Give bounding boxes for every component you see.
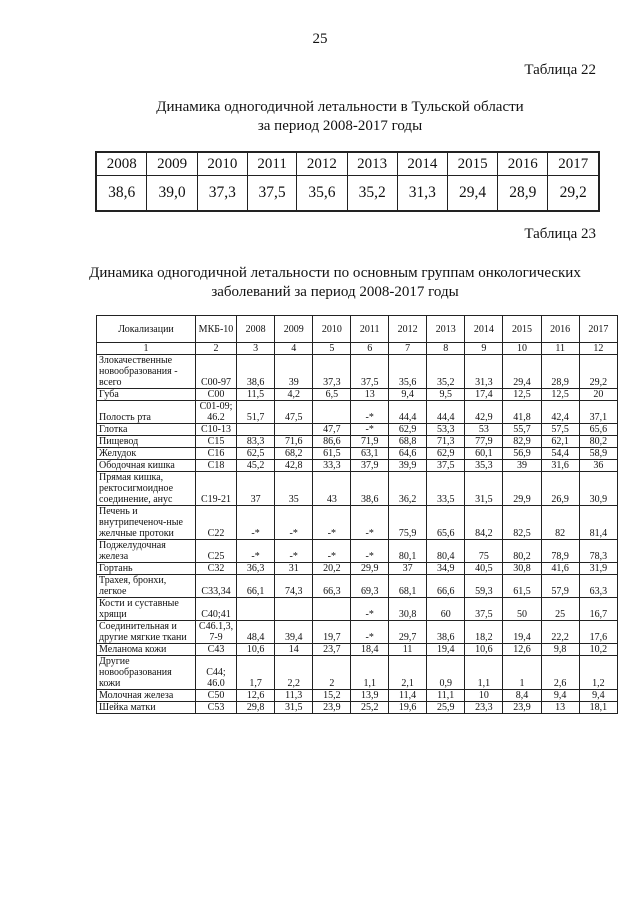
row-value-cell: 29,9 [351, 563, 389, 575]
row-value-cell: 42,4 [541, 401, 579, 424]
row-value-cell: 37,1 [579, 401, 617, 424]
row-value-cell: 15,2 [313, 690, 351, 702]
row-localization: Злокачественные новообразования - всего [97, 355, 196, 389]
row-value-cell: 39 [503, 460, 541, 472]
row-localization: Молочная железа [97, 690, 196, 702]
row-value-cell: 11,1 [427, 690, 465, 702]
table23-index-cell: 8 [427, 343, 465, 355]
row-value-cell: 66,3 [313, 575, 351, 598]
table23-index-cell: 11 [541, 343, 579, 355]
row-localization: Другие новообразования кожи [97, 656, 196, 690]
row-value-cell: 60 [427, 598, 465, 621]
row-icd-code: C43 [196, 644, 237, 656]
row-value-cell: 57,5 [541, 424, 579, 436]
row-value-cell: 50 [503, 598, 541, 621]
row-icd-code: C44; 46.0 [196, 656, 237, 690]
row-value-cell: 33,5 [427, 472, 465, 506]
row-value-cell: 9,8 [541, 644, 579, 656]
row-value-cell: 17,6 [579, 621, 617, 644]
table22-caption: Таблица 22 [524, 62, 596, 78]
table23-index-cell: 12 [579, 343, 617, 355]
table-row [97, 448, 618, 460]
row-value-cell: 16,7 [579, 598, 617, 621]
row-value-cell [275, 424, 313, 436]
row-value-cell: 47,5 [275, 401, 313, 424]
row-value-cell: 1,1 [465, 656, 503, 690]
row-value-cell: 80,1 [389, 540, 427, 563]
table-row [97, 472, 618, 506]
row-value-cell: 22,2 [541, 621, 579, 644]
row-value-cell: 6,5 [313, 389, 351, 401]
row-value-cell: 82,5 [503, 506, 541, 540]
row-value-cell: 71,6 [275, 436, 313, 448]
row-value-cell: -* [351, 540, 389, 563]
row-value-cell: 8,4 [503, 690, 541, 702]
table23-header-cell: Локализации [97, 316, 196, 343]
table22-year-cell: 2009 [147, 152, 197, 176]
row-value-cell: -* [237, 540, 275, 563]
table23-index-row [97, 343, 618, 355]
table22-title-line1: Динамика одногодичной летальности в Тульской области [156, 99, 524, 115]
row-value-cell: 10,6 [465, 644, 503, 656]
row-value-cell: 75 [465, 540, 503, 563]
row-value-cell: 31,5 [275, 702, 313, 714]
row-value-cell: 65,6 [427, 506, 465, 540]
table23-header-cell: 2012 [389, 316, 427, 343]
table22-year-cell: 2012 [297, 152, 347, 176]
row-value-cell: 19,7 [313, 621, 351, 644]
row-localization: Полость рта [97, 401, 196, 424]
row-value-cell: 1,1 [351, 656, 389, 690]
table23-header-cell: 2011 [351, 316, 389, 343]
row-value-cell: 37,9 [351, 460, 389, 472]
row-value-cell: 86,6 [313, 436, 351, 448]
row-value-cell: 63,3 [579, 575, 617, 598]
table22-value-cell: 39,0 [147, 176, 197, 212]
table-row [97, 644, 618, 656]
row-icd-code: C33,34 [196, 575, 237, 598]
row-value-cell: 1 [503, 656, 541, 690]
row-value-cell: 64,6 [389, 448, 427, 460]
row-localization: Соединительная и другие мягкие ткани [97, 621, 196, 644]
row-value-cell [275, 598, 313, 621]
row-value-cell: 37,3 [313, 355, 351, 389]
table23-header-cell: 2017 [579, 316, 617, 343]
row-icd-code: C53 [196, 702, 237, 714]
row-value-cell: 4,2 [275, 389, 313, 401]
table22-value-cell: 28,9 [498, 176, 548, 212]
row-value-cell: 37 [389, 563, 427, 575]
row-value-cell: 14 [275, 644, 313, 656]
table23-index-cell: 5 [313, 343, 351, 355]
table23-index-cell: 1 [97, 343, 196, 355]
table22-year-cell: 2016 [498, 152, 548, 176]
row-localization: Губа [97, 389, 196, 401]
row-value-cell: 26,9 [541, 472, 579, 506]
row-value-cell: 2,1 [389, 656, 427, 690]
table22-value-cell: 37,3 [197, 176, 247, 212]
row-value-cell: 69,3 [351, 575, 389, 598]
row-value-cell: 39,9 [389, 460, 427, 472]
row-icd-code: C01-09; 46.2 [196, 401, 237, 424]
table22-year-cell: 2015 [447, 152, 497, 176]
row-value-cell: 25 [541, 598, 579, 621]
row-value-cell [237, 424, 275, 436]
row-value-cell: 12,5 [503, 389, 541, 401]
row-value-cell: 31,3 [465, 355, 503, 389]
row-value-cell: 62,9 [389, 424, 427, 436]
row-value-cell: 54,4 [541, 448, 579, 460]
row-value-cell: 19,4 [427, 644, 465, 656]
row-icd-code: C16 [196, 448, 237, 460]
table23-index-cell: 7 [389, 343, 427, 355]
table22-year-cell: 2010 [197, 152, 247, 176]
table22-year-cell: 2013 [347, 152, 397, 176]
row-value-cell: 44,4 [427, 401, 465, 424]
table23-header-cell: МКБ-10 [196, 316, 237, 343]
row-value-cell: 55,7 [503, 424, 541, 436]
row-value-cell: 37 [237, 472, 275, 506]
row-value-cell: 11,5 [237, 389, 275, 401]
row-value-cell: 10 [465, 690, 503, 702]
table-row [97, 690, 618, 702]
table22-value-cell: 35,2 [347, 176, 397, 212]
row-value-cell: 51,7 [237, 401, 275, 424]
table22-value-cell: 29,4 [447, 176, 497, 212]
row-value-cell: 53 [465, 424, 503, 436]
row-value-cell: -* [351, 621, 389, 644]
row-icd-code: C50 [196, 690, 237, 702]
row-localization: Желудок [97, 448, 196, 460]
table-row [97, 563, 618, 575]
row-value-cell: 10,2 [579, 644, 617, 656]
row-value-cell: 35,2 [427, 355, 465, 389]
row-value-cell: -* [351, 424, 389, 436]
row-value-cell: 30,8 [389, 598, 427, 621]
row-value-cell: 66,1 [237, 575, 275, 598]
row-value-cell: 18,2 [465, 621, 503, 644]
row-value-cell: 80,2 [503, 540, 541, 563]
table22-year-row [96, 152, 599, 176]
row-value-cell: 35 [275, 472, 313, 506]
table23-header-cell: 2009 [275, 316, 313, 343]
row-value-cell: 37,5 [351, 355, 389, 389]
row-value-cell: 38,6 [351, 472, 389, 506]
row-value-cell: 9,4 [541, 690, 579, 702]
table22-value-cell: 31,3 [397, 176, 447, 212]
table22-title-line2: за период 2008-2017 годы [257, 118, 423, 134]
row-value-cell: 33,3 [313, 460, 351, 472]
row-value-cell: 36,2 [389, 472, 427, 506]
table23-index-cell: 4 [275, 343, 313, 355]
row-localization: Меланома кожи [97, 644, 196, 656]
row-value-cell: 60,1 [465, 448, 503, 460]
row-icd-code: C15 [196, 436, 237, 448]
row-value-cell: 59,3 [465, 575, 503, 598]
row-value-cell: 77,9 [465, 436, 503, 448]
row-value-cell: 30,8 [503, 563, 541, 575]
row-value-cell: -* [275, 506, 313, 540]
table23-caption: Таблица 23 [524, 226, 596, 242]
row-value-cell: 17,4 [465, 389, 503, 401]
row-value-cell: 2,6 [541, 656, 579, 690]
table-row [97, 436, 618, 448]
row-value-cell: 57,9 [541, 575, 579, 598]
table22-value-cell: 38,6 [96, 176, 147, 212]
table-row [97, 575, 618, 598]
table22-title [60, 98, 620, 136]
row-value-cell: -* [313, 506, 351, 540]
table23 [96, 315, 618, 714]
table-row [97, 506, 618, 540]
row-value-cell: 43 [313, 472, 351, 506]
row-value-cell: 12,6 [503, 644, 541, 656]
page-number: 25 [312, 31, 328, 47]
table23-body [97, 316, 618, 714]
row-value-cell: 19,4 [503, 621, 541, 644]
row-value-cell: -* [351, 506, 389, 540]
row-value-cell: 12,6 [237, 690, 275, 702]
row-value-cell: 18,1 [579, 702, 617, 714]
table23-index-cell: 9 [465, 343, 503, 355]
row-value-cell: 80,4 [427, 540, 465, 563]
row-value-cell: 13,9 [351, 690, 389, 702]
row-value-cell: 23,9 [503, 702, 541, 714]
table23-header-cell: 2015 [503, 316, 541, 343]
row-value-cell: -* [351, 401, 389, 424]
table23-header-cell: 2008 [237, 316, 275, 343]
row-value-cell [237, 598, 275, 621]
table-row [97, 621, 618, 644]
row-icd-code: C10-13 [196, 424, 237, 436]
row-value-cell: 31,6 [541, 460, 579, 472]
table22-value-cell: 29,2 [548, 176, 599, 212]
row-icd-code: C46.1,3, 7-9 [196, 621, 237, 644]
table22-value-row [96, 176, 599, 212]
row-value-cell: 56,9 [503, 448, 541, 460]
row-value-cell: 29,8 [237, 702, 275, 714]
row-localization: Кости и суставные хрящи [97, 598, 196, 621]
row-value-cell: 84,2 [465, 506, 503, 540]
row-value-cell: 0,9 [427, 656, 465, 690]
row-value-cell: 44,4 [389, 401, 427, 424]
row-value-cell: 61,5 [313, 448, 351, 460]
table23-title-line1: Динамика одногодичной летальности по основным группам онкологических [89, 265, 581, 281]
row-localization: Гортань [97, 563, 196, 575]
table23-title-line2: заболеваний за период 2008-2017 годы [211, 284, 459, 300]
row-value-cell: 75,9 [389, 506, 427, 540]
row-value-cell: 39 [275, 355, 313, 389]
row-value-cell: -* [351, 598, 389, 621]
row-icd-code: C32 [196, 563, 237, 575]
table22-year-cell: 2011 [247, 152, 296, 176]
row-value-cell: 41,6 [541, 563, 579, 575]
row-value-cell: 82,9 [503, 436, 541, 448]
row-value-cell: 36,3 [237, 563, 275, 575]
row-value-cell: 39,4 [275, 621, 313, 644]
row-value-cell: 28,9 [541, 355, 579, 389]
row-value-cell: 9,5 [427, 389, 465, 401]
row-localization: Пищевод [97, 436, 196, 448]
row-value-cell: 63,1 [351, 448, 389, 460]
row-value-cell: 42,9 [465, 401, 503, 424]
row-value-cell: 58,9 [579, 448, 617, 460]
row-value-cell: 23,7 [313, 644, 351, 656]
row-value-cell: 18,4 [351, 644, 389, 656]
row-value-cell: 66,6 [427, 575, 465, 598]
row-value-cell: 37,5 [465, 598, 503, 621]
table22-year-cell: 2008 [96, 152, 147, 176]
row-value-cell: 19,6 [389, 702, 427, 714]
row-value-cell: 23,9 [313, 702, 351, 714]
table-row [97, 540, 618, 563]
row-value-cell: 11,4 [389, 690, 427, 702]
row-value-cell: 48,4 [237, 621, 275, 644]
row-icd-code: C19-21 [196, 472, 237, 506]
row-value-cell: 65,6 [579, 424, 617, 436]
row-value-cell: 35,6 [389, 355, 427, 389]
row-value-cell: 11 [389, 644, 427, 656]
row-value-cell: 81,4 [579, 506, 617, 540]
row-value-cell: 34,9 [427, 563, 465, 575]
row-value-cell: 80,2 [579, 436, 617, 448]
row-value-cell: 25,9 [427, 702, 465, 714]
table22-value-cell: 35,6 [297, 176, 347, 212]
row-value-cell: 71,3 [427, 436, 465, 448]
row-value-cell: 62,9 [427, 448, 465, 460]
row-value-cell: 1,7 [237, 656, 275, 690]
table23-title [50, 264, 620, 302]
row-value-cell: 40,5 [465, 563, 503, 575]
row-localization: Ободочная кишка [97, 460, 196, 472]
row-value-cell: 68,8 [389, 436, 427, 448]
table23-index-cell: 3 [237, 343, 275, 355]
row-value-cell: 37,5 [427, 460, 465, 472]
row-value-cell: 45,2 [237, 460, 275, 472]
table-row [97, 702, 618, 714]
row-icd-code: C00 [196, 389, 237, 401]
row-value-cell: 68,1 [389, 575, 427, 598]
row-value-cell: 31 [275, 563, 313, 575]
row-value-cell: 9,4 [579, 690, 617, 702]
table-row [97, 460, 618, 472]
row-value-cell: 83,3 [237, 436, 275, 448]
table22-year-cell: 2017 [548, 152, 599, 176]
row-value-cell: 1,2 [579, 656, 617, 690]
row-value-cell: 25,2 [351, 702, 389, 714]
row-value-cell: 38,6 [237, 355, 275, 389]
row-value-cell: 10,6 [237, 644, 275, 656]
row-value-cell: 29,7 [389, 621, 427, 644]
table-row [97, 401, 618, 424]
row-value-cell: 68,2 [275, 448, 313, 460]
table-row [97, 424, 618, 436]
table23-header-cell: 2010 [313, 316, 351, 343]
row-value-cell: 11,3 [275, 690, 313, 702]
row-value-cell: 35,3 [465, 460, 503, 472]
row-value-cell: 62,5 [237, 448, 275, 460]
row-value-cell: 61,5 [503, 575, 541, 598]
table22 [95, 151, 600, 212]
row-value-cell: 36 [579, 460, 617, 472]
row-value-cell: 42,8 [275, 460, 313, 472]
row-value-cell: 62,1 [541, 436, 579, 448]
row-value-cell: -* [237, 506, 275, 540]
row-value-cell: 53,3 [427, 424, 465, 436]
table23-index-cell: 2 [196, 343, 237, 355]
row-value-cell: -* [275, 540, 313, 563]
row-value-cell [313, 598, 351, 621]
table23-header-cell: 2013 [427, 316, 465, 343]
row-value-cell: 29,4 [503, 355, 541, 389]
row-value-cell: 20,2 [313, 563, 351, 575]
row-value-cell: 29,2 [579, 355, 617, 389]
table-row [97, 656, 618, 690]
table-row [97, 355, 618, 389]
row-localization: Глотка [97, 424, 196, 436]
table23-header-cell: 2014 [465, 316, 503, 343]
row-value-cell: 31,9 [579, 563, 617, 575]
row-value-cell: 23,3 [465, 702, 503, 714]
row-value-cell: -* [313, 540, 351, 563]
row-icd-code: C00-97 [196, 355, 237, 389]
table22-value-cell: 37,5 [247, 176, 296, 212]
table22-year-cell: 2014 [397, 152, 447, 176]
table23-index-cell: 6 [351, 343, 389, 355]
table-row [97, 389, 618, 401]
row-localization: Трахея, бронхи, легкое [97, 575, 196, 598]
row-value-cell: 13 [541, 702, 579, 714]
row-value-cell: 74,3 [275, 575, 313, 598]
row-icd-code: C18 [196, 460, 237, 472]
row-value-cell: 13 [351, 389, 389, 401]
row-icd-code: C25 [196, 540, 237, 563]
row-value-cell: 78,3 [579, 540, 617, 563]
row-value-cell: 41,8 [503, 401, 541, 424]
table23-index-cell: 10 [503, 343, 541, 355]
row-value-cell: 12,5 [541, 389, 579, 401]
row-localization: Печень и внутрипеченоч-ные желчные протоки [97, 506, 196, 540]
row-localization: Прямая кишка, ректосигмоидное соединение, анус [97, 472, 196, 506]
row-value-cell: 9,4 [389, 389, 427, 401]
row-value-cell: 30,9 [579, 472, 617, 506]
row-localization: Поджелудочная железа [97, 540, 196, 563]
table23-header-cell: 2016 [541, 316, 579, 343]
row-value-cell: 2 [313, 656, 351, 690]
row-value-cell [313, 401, 351, 424]
row-value-cell: 31,5 [465, 472, 503, 506]
row-value-cell: 82 [541, 506, 579, 540]
row-localization: Шейка матки [97, 702, 196, 714]
row-value-cell: 38,6 [427, 621, 465, 644]
table-row [97, 598, 618, 621]
row-icd-code: C40;41 [196, 598, 237, 621]
row-value-cell: 2,2 [275, 656, 313, 690]
row-value-cell: 78,9 [541, 540, 579, 563]
row-value-cell: 47,7 [313, 424, 351, 436]
row-icd-code: C22 [196, 506, 237, 540]
row-value-cell: 29,9 [503, 472, 541, 506]
row-value-cell: 20 [579, 389, 617, 401]
table23-header-row [97, 316, 618, 343]
row-value-cell: 71,9 [351, 436, 389, 448]
